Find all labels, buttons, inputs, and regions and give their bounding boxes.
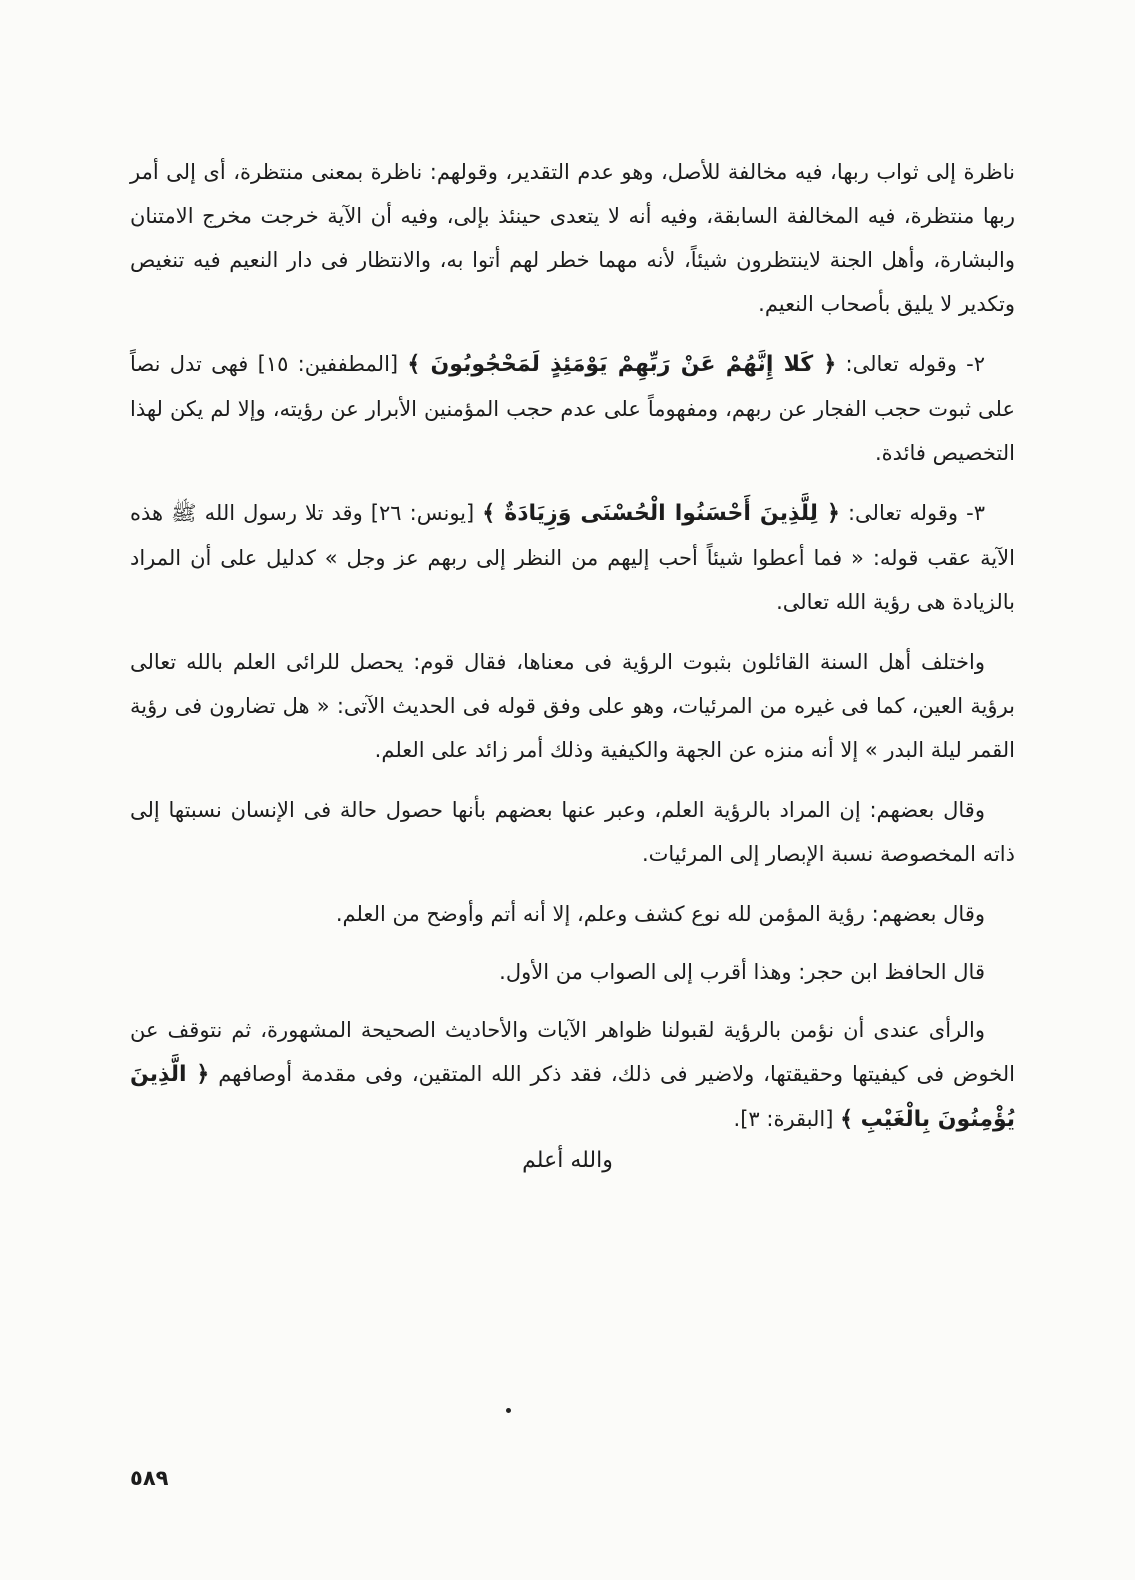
paragraph-2 xyxy=(130,342,1015,475)
page-body xyxy=(130,150,1015,1158)
paragraph-8 xyxy=(130,1008,1015,1142)
paragraph-5-text: وقال بعضهم: إن المراد بالرؤية العلم، وعبر عنها بعضهم بأنها حصول حالة فى الإنسان نسبتها إلى ذاته المخصوصة نسبة الإبصار إلى المرئيات. xyxy=(130,798,1015,866)
paragraph-3-text: [يونس: ٢٦] وقد تلا رسول الله ﷺ هذه الآية عقب قوله: « فما أعطوا شيئاً أحب إليهم من النظر إلى ربهم عز وجل » كدليل على أن المراد بالزيادة هى رؤية الله تعالى. xyxy=(130,501,1015,614)
quran-verse-yunus: ﴿ لِلَّذِينَ أَحْسَنُوا الْحُسْنَى وَزِيَادَةٌ ﴾ xyxy=(482,501,840,526)
ornament-dot xyxy=(506,1408,511,1413)
paragraph-6 xyxy=(130,892,1015,936)
closing-phrase: والله أعلم xyxy=(522,1148,613,1173)
paragraph-5 xyxy=(130,788,1015,876)
paragraph-1 xyxy=(130,150,1015,326)
paragraph-7 xyxy=(130,950,1015,994)
paragraph-8-text: والرأى عندى أن نؤمن بالرؤية لقبولنا ظواهر الآيات والأحاديث الصحيحة المشهورة، ثم نتوقف عن الخوض فى كيفيتها وحقيقتها، ولاضير فى ذلك، فقد ذكر الله المتقين، وفى مقدمة أوصافهم xyxy=(130,1018,1015,1086)
paragraph-8-citation: [البقرة: ٣]. xyxy=(733,1107,841,1131)
paragraph-3 xyxy=(130,491,1015,624)
page-number: ٥٨٩ xyxy=(130,1466,169,1490)
paragraph-4-text: واختلف أهل السنة القائلون بثبوت الرؤية فى معناها، فقال قوم: يحصل للرائى العلم بالله تعالى برؤية العين، كما فى غيره من المرئيات، وهو على وفق قوله فى الحديث الآتى: « هل تضارون فى رؤية القمر ليلة البدر » إلا أنه منزه عن الجهة والكيفية وذلك أمر زائد على العلم. xyxy=(130,650,1015,762)
paragraph-2-intro: ٢- وقوله تعالى: xyxy=(836,352,985,376)
paragraph-3-intro: ٣- وقوله تعالى: xyxy=(839,501,986,525)
paragraph-4 xyxy=(130,640,1015,772)
paragraph-6-text: وقال بعضهم: رؤية المؤمن لله نوع كشف وعلم، إلا أنه أتم وأوضح من العلم. xyxy=(335,902,985,926)
quran-verse-mutaffifin: ﴿ كَلا إِنَّهُمْ عَنْ رَبِّهِمْ يَوْمَئِذٍ لَمَحْجُوبُونَ ﴾ xyxy=(407,352,837,377)
paragraph-1-text: ناظرة إلى ثواب ربها، فيه مخالفة للأصل، وهو عدم التقدير، وقولهم: ناظرة بمعنى منتظرة، أى إلى أمر ربها منتظرة، فيه المخالفة السابقة، وفيه أنه لا يتعدى حينئذ بإلى، وفيه أن الآية خرجت مخرج الامتنان والبشارة، وأهل الجنة لاينتظرون شيئاً، لأنه مهما خطر لهم أتوا به، والانتظار فى دار النعيم فيه تنغيص وتكدير لا يليق بأصحاب النعيم. xyxy=(130,160,1015,316)
paragraph-2-text: [المطففين: ١٥] فهى تدل نصاً على ثبوت حجب الفجار عن ربهم، ومفهوماً على عدم حجب المؤمنين الأبرار عن رؤيته، وإلا لم يكن لهذا التخصيص فائدة. xyxy=(130,352,1015,465)
paragraph-7-text: قال الحافظ ابن حجر: وهذا أقرب إلى الصواب من الأول. xyxy=(499,960,985,984)
quran-verse-baqara: ﴿ الَّذِينَ يُؤْمِنُونَ بِالْغَيْبِ ﴾ xyxy=(130,1062,1015,1132)
